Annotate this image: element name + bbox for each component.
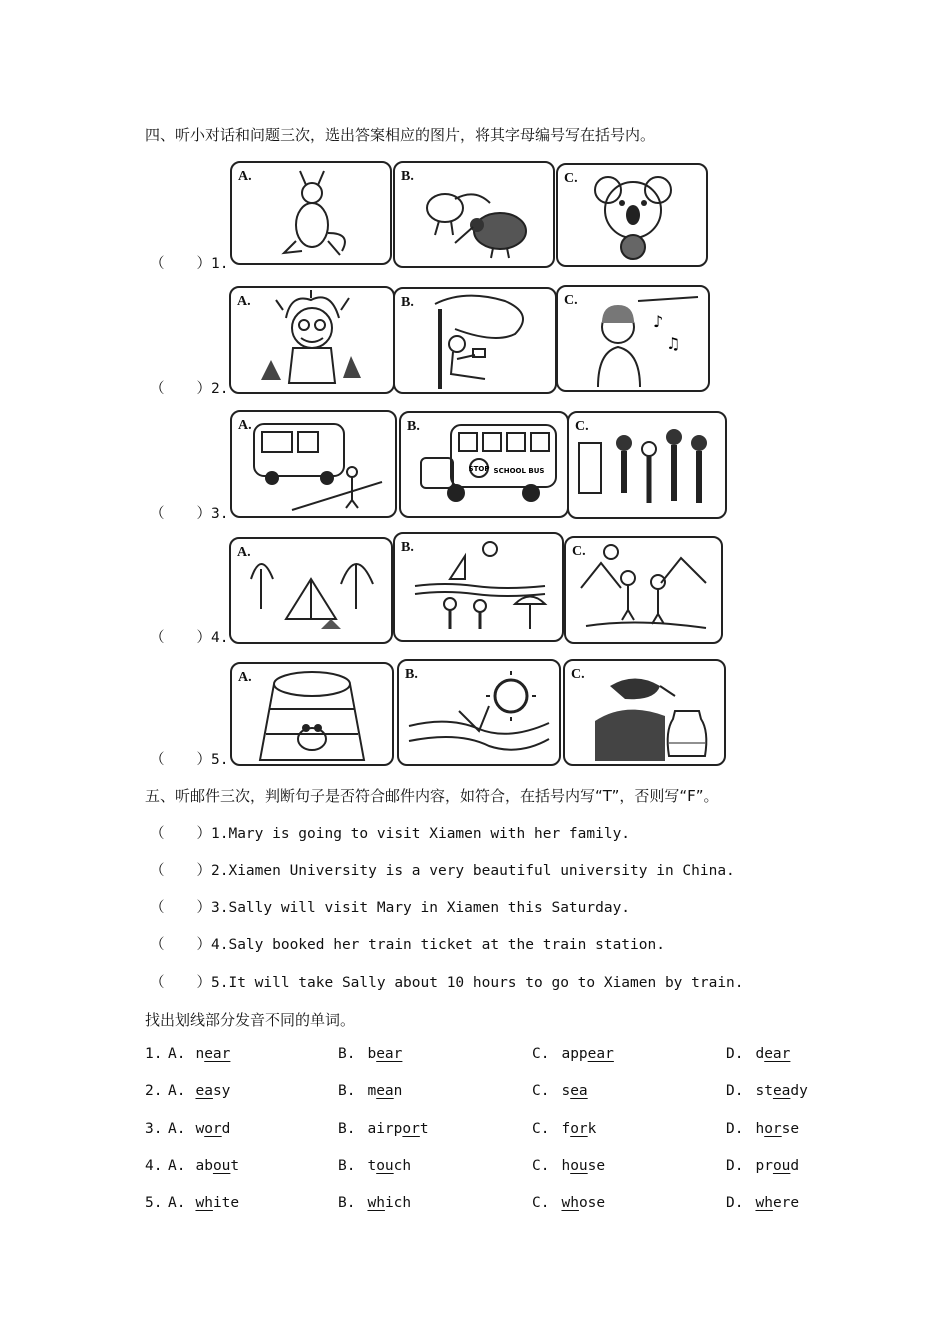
q5-option-b-picture: B. bbox=[397, 659, 561, 766]
q5-option-a-picture: A. bbox=[230, 662, 394, 766]
underlined-sound: ear bbox=[587, 1046, 614, 1062]
word-part: d bbox=[755, 1046, 765, 1062]
word-part: s bbox=[561, 1083, 571, 1099]
underlined-sound: wh bbox=[755, 1195, 773, 1211]
beach-scene-icon bbox=[395, 534, 562, 640]
word-part: h bbox=[561, 1158, 571, 1174]
q2-option-a-picture: A. bbox=[229, 286, 395, 394]
section5-item-3[interactable]: （ ）3.Sally will visit Mary in Xiamen this Saturday. bbox=[150, 900, 631, 916]
option-letter: D. bbox=[726, 1195, 744, 1211]
section5-item-5[interactable]: （ ）5.It will take Sally about 10 hours to go to Xiamen by train. bbox=[150, 975, 744, 991]
crow-and-pitcher-icon bbox=[565, 661, 724, 764]
phonics-option[interactable] bbox=[168, 1158, 239, 1174]
phonics-row-number: 1. bbox=[145, 1046, 163, 1062]
q5-answer-bracket[interactable]: （ ）5. bbox=[150, 752, 229, 768]
scientist-icon bbox=[231, 288, 393, 392]
option-letter: A. bbox=[168, 1083, 186, 1099]
q1-option-a-picture: A. bbox=[230, 161, 392, 265]
phonics-option[interactable] bbox=[726, 1083, 808, 1099]
svg-text:♫: ♫ bbox=[666, 334, 681, 353]
option-letter: B. bbox=[338, 1195, 356, 1211]
phonics-title: 找出划线部分发音不同的单词。 bbox=[145, 1011, 356, 1029]
sunset-river-icon bbox=[399, 661, 559, 764]
phonics-option[interactable] bbox=[168, 1121, 230, 1137]
option-letter: A. bbox=[168, 1046, 186, 1062]
q4-option-a-picture: A. bbox=[229, 537, 393, 644]
option-letter: A. bbox=[168, 1158, 186, 1174]
q1-answer-bracket[interactable]: （ ）1. bbox=[150, 256, 229, 272]
section5-title: 五、听邮件三次，判断句子是否符合邮件内容，如符合，在括号内写“T”，否则写“F”。 bbox=[145, 787, 719, 805]
phonics-option[interactable] bbox=[532, 1195, 605, 1211]
word-part: m bbox=[367, 1083, 377, 1099]
phonics-option[interactable] bbox=[726, 1195, 799, 1211]
word-part: n bbox=[195, 1046, 205, 1062]
section5-item-1[interactable]: （ ）1.Mary is going to visit Xiamen with her family. bbox=[150, 826, 631, 842]
word-part: ch bbox=[393, 1158, 412, 1174]
option-letter: B. bbox=[338, 1158, 356, 1174]
option-letter: B. bbox=[338, 1121, 356, 1137]
underlined-sound: ou bbox=[376, 1158, 394, 1174]
word-part: ite bbox=[212, 1195, 240, 1211]
phonics-row-number: 5. bbox=[145, 1195, 163, 1211]
option-letter: D. bbox=[726, 1083, 744, 1099]
word-part: f bbox=[561, 1121, 571, 1137]
phonics-option[interactable] bbox=[532, 1046, 614, 1062]
option-letter: B. bbox=[338, 1046, 356, 1062]
phonics-row-number: 4. bbox=[145, 1158, 163, 1174]
svg-text:♪: ♪ bbox=[653, 312, 664, 331]
option-letter: C. bbox=[532, 1046, 550, 1062]
q2-option-b-picture: B. bbox=[393, 287, 557, 394]
underlined-sound: ear bbox=[764, 1046, 791, 1062]
word-part: ich bbox=[384, 1195, 412, 1211]
q3-answer-bracket[interactable]: （ ）3. bbox=[150, 506, 229, 522]
phonics-option[interactable] bbox=[532, 1121, 596, 1137]
phonics-option[interactable] bbox=[338, 1195, 411, 1211]
word-part: h bbox=[755, 1121, 765, 1137]
option-letter: D. bbox=[726, 1046, 744, 1062]
option-letter: A. bbox=[168, 1121, 186, 1137]
phonics-row-number: 2. bbox=[145, 1083, 163, 1099]
underlined-sound: wh bbox=[367, 1195, 385, 1211]
word-part: w bbox=[195, 1121, 205, 1137]
word-part: d bbox=[790, 1158, 800, 1174]
word-part: t bbox=[230, 1158, 240, 1174]
q3-option-a-picture: A. bbox=[230, 410, 397, 518]
word-part: st bbox=[755, 1083, 773, 1099]
section4-title: 四、听小对话和问题三次，选出答案相应的图片，将其字母编号写在括号内。 bbox=[145, 126, 656, 144]
school-bus-text: SCHOOL BUS bbox=[493, 467, 545, 475]
phonics-option[interactable] bbox=[338, 1158, 411, 1174]
q2-option-c-picture: C. ♪ ♫ bbox=[556, 285, 710, 392]
phonics-option[interactable] bbox=[532, 1158, 605, 1174]
word-part: ab bbox=[195, 1158, 213, 1174]
word-part: ere bbox=[772, 1195, 800, 1211]
phonics-option[interactable] bbox=[168, 1083, 230, 1099]
option-letter: C. bbox=[532, 1158, 550, 1174]
word-part: b bbox=[367, 1046, 377, 1062]
word-part: se bbox=[781, 1121, 800, 1137]
hiking-children-icon bbox=[566, 538, 721, 642]
word-part: t bbox=[367, 1158, 377, 1174]
word-part: d bbox=[221, 1121, 231, 1137]
word-part: n bbox=[393, 1083, 403, 1099]
phonics-option[interactable] bbox=[168, 1046, 230, 1062]
underlined-sound: ou bbox=[772, 1158, 791, 1174]
option-letter: C. bbox=[532, 1083, 550, 1099]
word-part: sy bbox=[212, 1083, 231, 1099]
q4-option-c-picture: C. bbox=[564, 536, 723, 644]
phonics-option[interactable] bbox=[338, 1083, 402, 1099]
phonics-option[interactable] bbox=[726, 1158, 799, 1174]
q5-option-c-picture: C. bbox=[563, 659, 726, 766]
q1-option-b-picture: B. bbox=[393, 161, 555, 268]
option-letter: C. bbox=[532, 1121, 550, 1137]
phonics-option[interactable] bbox=[726, 1046, 790, 1062]
section5-item-4[interactable]: （ ）4.Saly booked her train ticket at the train station. bbox=[150, 937, 665, 953]
q3-option-b-picture: B. STOP SCHOOL BUS bbox=[399, 411, 569, 518]
phonics-option[interactable] bbox=[168, 1195, 239, 1211]
underlined-sound: ear bbox=[204, 1046, 231, 1062]
option-letter: A. bbox=[168, 1195, 186, 1211]
word-part: se bbox=[587, 1158, 606, 1174]
q3-option-c-picture: C. bbox=[567, 411, 727, 519]
phonics-option[interactable] bbox=[338, 1046, 402, 1062]
koala-icon bbox=[558, 165, 706, 265]
underlined-sound: or bbox=[570, 1121, 588, 1137]
underlined-sound: ea bbox=[376, 1083, 394, 1099]
underlined-sound: or bbox=[402, 1121, 420, 1137]
underlined-sound: or bbox=[204, 1121, 222, 1137]
composer-icon bbox=[558, 287, 708, 390]
underlined-sound: wh bbox=[561, 1195, 579, 1211]
option-letter: D. bbox=[726, 1158, 744, 1174]
option-letter: D. bbox=[726, 1121, 744, 1137]
underlined-sound: or bbox=[764, 1121, 782, 1137]
word-part: airp bbox=[367, 1121, 403, 1137]
underlined-sound: wh bbox=[195, 1195, 213, 1211]
q4-answer-bracket[interactable]: （ ）4. bbox=[150, 630, 229, 646]
word-part: dy bbox=[790, 1083, 808, 1099]
underlined-sound: ou bbox=[570, 1158, 588, 1174]
underlined-sound: ea bbox=[772, 1083, 791, 1099]
option-letter: C. bbox=[532, 1195, 550, 1211]
q4-option-b-picture: B. bbox=[393, 532, 564, 642]
underlined-sound: ea bbox=[195, 1083, 213, 1099]
stop-sign-text: STOP bbox=[468, 465, 490, 473]
camping-tent-icon bbox=[231, 539, 391, 642]
phonics-row-number: 3. bbox=[145, 1121, 163, 1137]
phonics-option[interactable] bbox=[726, 1121, 799, 1137]
underlined-sound: ou bbox=[212, 1158, 231, 1174]
frog-in-well-icon bbox=[232, 664, 392, 764]
phonics-option[interactable] bbox=[338, 1121, 429, 1137]
subway-passengers-icon bbox=[569, 413, 725, 517]
section5-item-2[interactable]: （ ）2.Xiamen University is a very beautiful university in China. bbox=[150, 863, 735, 879]
word-part: k bbox=[587, 1121, 597, 1137]
word-part: ose bbox=[578, 1195, 606, 1211]
option-letter: B. bbox=[338, 1083, 356, 1099]
city-bus-icon bbox=[232, 412, 395, 516]
word-part: app bbox=[561, 1046, 588, 1062]
q2-answer-bracket[interactable]: （ ）2. bbox=[150, 381, 229, 397]
girl-reading-under-tree-icon bbox=[395, 289, 555, 392]
word-part: t bbox=[419, 1121, 429, 1137]
kiwi-bird-icon bbox=[395, 163, 553, 266]
school-bus-icon bbox=[401, 413, 567, 516]
underlined-sound: ea bbox=[570, 1083, 588, 1099]
q1-option-c-picture: C. bbox=[556, 163, 708, 267]
underlined-sound: ear bbox=[376, 1046, 403, 1062]
kangaroo-icon bbox=[232, 163, 390, 263]
word-part: pr bbox=[755, 1158, 773, 1174]
phonics-option[interactable] bbox=[532, 1083, 588, 1099]
